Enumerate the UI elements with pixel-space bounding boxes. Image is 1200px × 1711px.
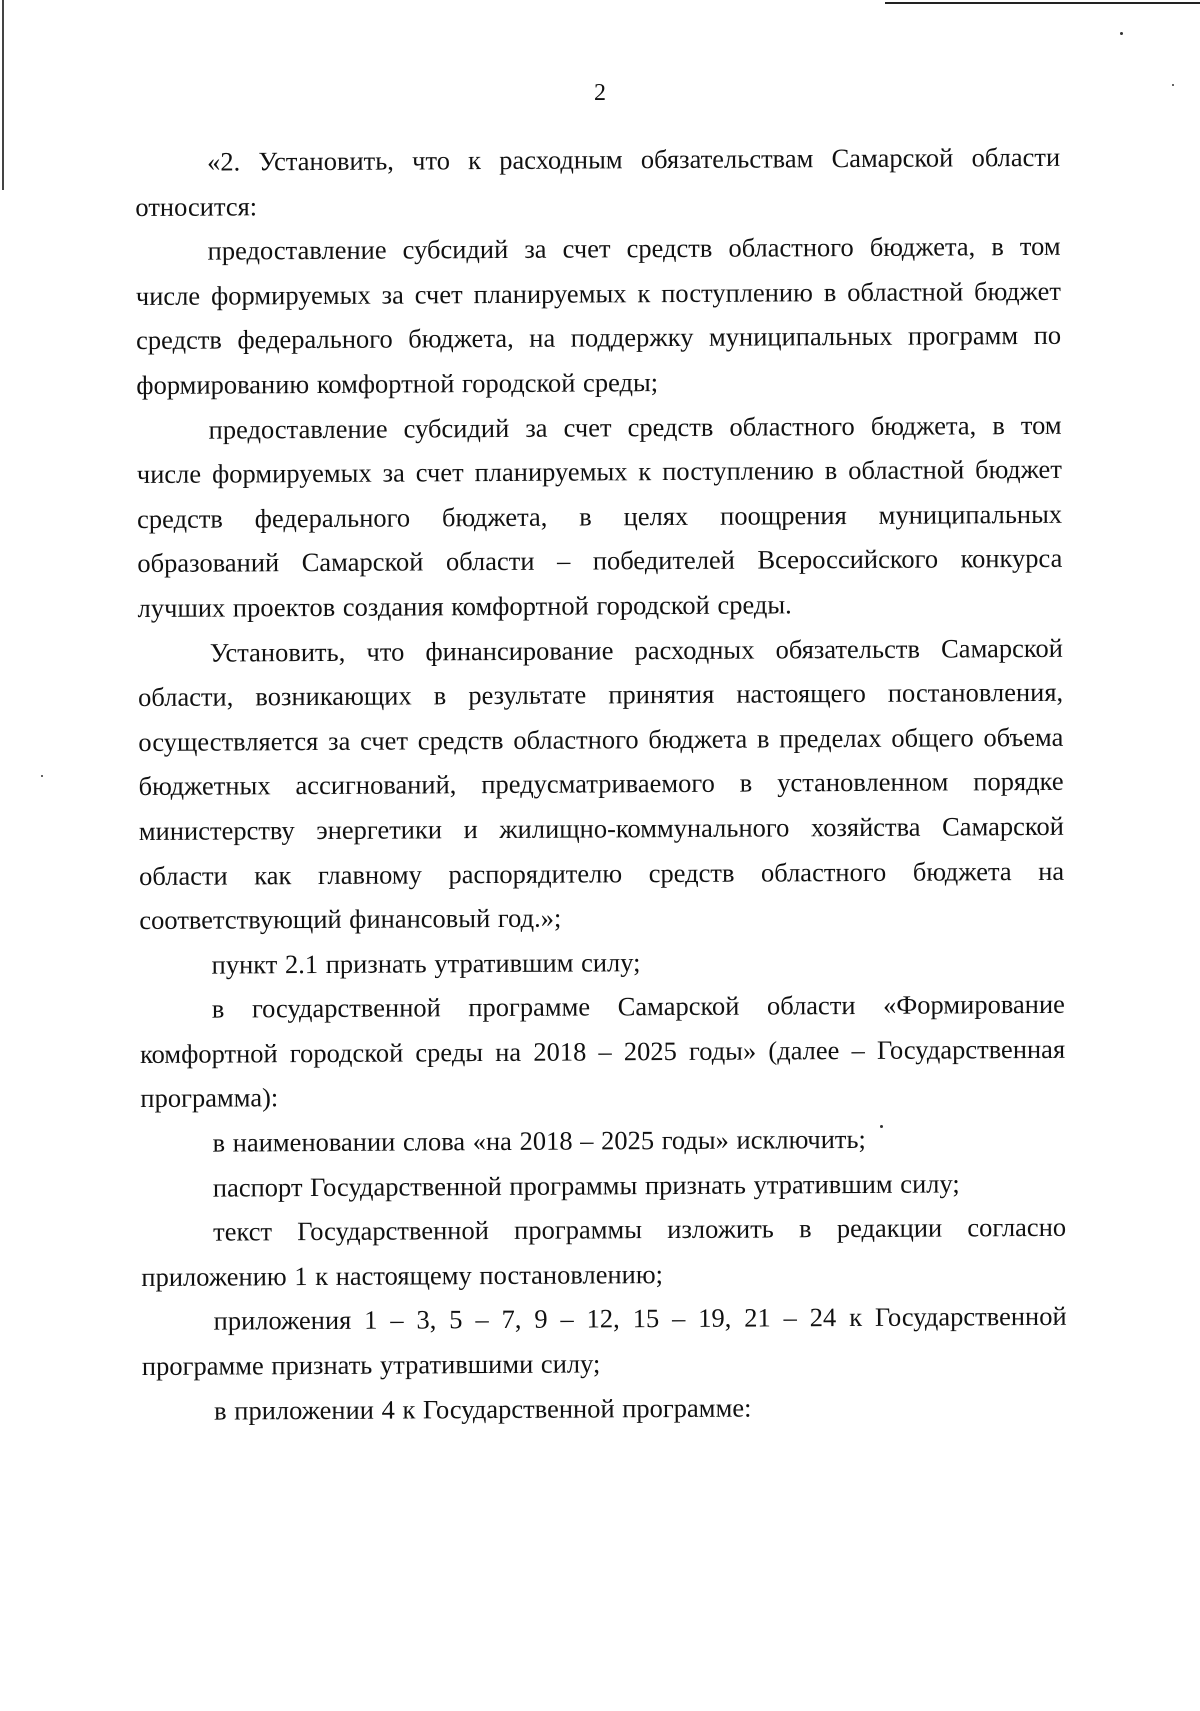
paragraph: паспорт Государственной программы признать утратившим силу; [212, 1168, 960, 1203]
paragraph: «2. Установить, что к расходным обязательствам Самарской области относится: [135, 141, 1061, 222]
scan-speck [1120, 32, 1123, 35]
page-number: 2 [594, 80, 606, 106]
paragraph: предоставление субсидий за счет средств областного бюджета, в том числе формируемых за счет планируемых к поступлению в областной бюджет средств федерального бюджета, в целях поощрения муниципальных образований Самарской области – победителей Всероссийского конкурса лучших проектов создания комфортной городской среды. [136, 409, 1063, 623]
paragraph: Установить, что финансирование расходных обязательств Самарской области, возникающих в результате принятия настоящего постановления, осуществляется за счет средств областного бюджета в пределах общего объема бюджетных ассигнований, предусматриваемого в установленном порядке министерству энергетики и жилищно-коммунального хозяйства Самарской области как главному распорядителю средств областного бюджета на соответствующий финансовый год.»; [138, 632, 1065, 936]
paragraph: в наименовании слова «на 2018 – 2025 годы» исключить; [212, 1123, 866, 1158]
top-edge-rule [885, 2, 1200, 4]
paragraph: в государственной программе Самарской области «Формирование комфортной городской среды на 2018 – 2025 годы» (далее – Государственная программа): [140, 989, 1066, 1114]
paragraph: приложения 1 – 3, 5 – 7, 9 – 12, 15 – 19, 21 – 24 к Государственной программе признать утратившими силу; [141, 1301, 1067, 1382]
paragraph: текст Государственной программы изложить в редакции согласно приложению 1 к настоящему постановлению; [141, 1212, 1067, 1292]
document-body [135, 135, 1067, 1433]
paragraph: в приложении 4 к Государственной программе: [214, 1392, 752, 1426]
scan-speck [41, 775, 43, 777]
paragraph: предоставление субсидий за счет средств областного бюджета, в том числе формируемых за счет планируемых к поступлению в областной бюджет средств федерального бюджета, на поддержку муниципальных программ по формированию комфортной городской среды; [135, 231, 1062, 400]
paragraph: пункт 2.1 признать утратившим силу; [211, 946, 641, 980]
